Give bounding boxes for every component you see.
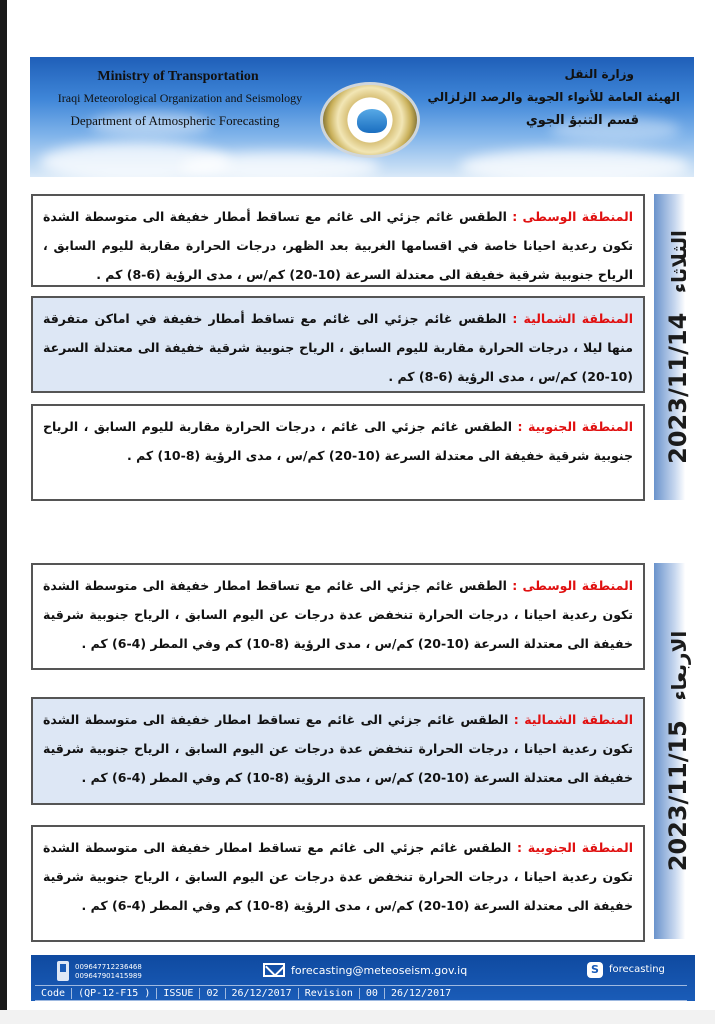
forecast-text: الطقس غائم جزئي الى غائم مع تساقط امطار خفيفة الى متوسطة الشدة تكون رعدية احيانا ، درجات الحرارة تنخفض عدة درجات عن اليوم السابق ، الرياح جنوبية شرقية خفيفة الى معتدلة السرعة (10-20) كم/س ، مدى الرؤية (8-10) كم وفي المطر (4-6) كم . (43, 840, 633, 913)
forecast-text: الطقس غائم جزئي الى غائم مع تساقط امطار خفيفة الى متوسطة الشدة تكون رعدية احيانا ، درجات الحرارة تنخفض عدة درجات عن اليوم السابق ، الرياح جنوبية شرقية خفيفة الى معتدلة السرعة (10-20) كم/س ، مدى الرؤية (8-10) كم وفي المطر (4-6) كم . (43, 712, 633, 785)
document-code-row (35, 985, 687, 1001)
skype-handle[interactable]: forecasting (609, 964, 665, 975)
region-label: المنطقة الجنوبية : (517, 840, 633, 855)
issue-label: ISSUE (157, 988, 200, 999)
footer-bar (31, 955, 695, 1001)
date-bar-label (664, 631, 692, 872)
forecast-text: الطقس غائم جزئي الى غائم مع تساقط أمطار خفيفة في اماكن متفرقة منها ليلا ، درجات الحرارة مقاربة لليوم السابق ، الرياح جنوبية شرقية خفيفة الى معتدلة السرعة (10-20) كم/س ، مدى الرؤية (6-8) كم . (43, 311, 633, 384)
forecast-date: 2023/11/14 (664, 312, 692, 464)
forecast-box-north (31, 296, 645, 393)
day-name: الاربعاء (667, 630, 691, 701)
ministry-name-en: Ministry of Transportation (97, 69, 259, 84)
region-label: المنطقة الشمالية : (512, 311, 633, 326)
ministry-name-ar: وزارة النقل (564, 67, 634, 81)
forecast-date: 2023/11/15 (664, 720, 692, 872)
issue-date: 26/12/2017 (226, 988, 299, 999)
mail-icon (263, 963, 285, 977)
cloud-decoration (180, 152, 380, 177)
region-label: المنطقة الشمالية : (513, 712, 633, 727)
forecast-box-central (31, 194, 645, 287)
region-label: المنطقة الوسطى : (512, 578, 633, 593)
cloud-logo-icon (357, 109, 387, 133)
issue-number: 02 (200, 988, 225, 999)
date-bar-day1 (654, 194, 702, 500)
code-label: Code (35, 988, 72, 999)
page-frame-bottom (0, 1010, 715, 1024)
day-name: الثلاثاء (667, 230, 691, 294)
revision-label: Revision (299, 988, 360, 999)
organization-name-en: Iraqi Meteorological Organization and Seismology (57, 91, 303, 105)
organization-logo (320, 82, 420, 158)
phone-number: 009647712236468 (75, 963, 142, 971)
phone-number: 009647901415989 (75, 972, 142, 980)
header-banner (30, 57, 694, 177)
department-name-en: Department of Atmospheric Forecasting (70, 113, 280, 128)
forecast-box-south (31, 825, 645, 942)
email-link[interactable]: forecasting@meteoseism.gov.iq (291, 964, 468, 977)
forecast-box-south (31, 404, 645, 501)
revision-date: 26/12/2017 (390, 987, 452, 999)
cloud-decoration (460, 149, 690, 177)
date-bar-label (664, 230, 692, 464)
forecast-text: الطقس غائم جزئي الى غائم مع تساقط أمطار خفيفة الى متوسطة الشدة تكون رعدية احيانا خاصة في اقسامها الغربية بعد الظهر، درجات الحرارة مقاربة لليوم السابق ، الرياح جنوبية شرقية خفيفة الى معتدلة السرعة (10-20) كم/س ، مدى الرؤية (6-8) كم . (43, 209, 633, 282)
forecast-text: الطقس غائم جزئي الى غائم مع تساقط امطار خفيفة الى متوسطة الشدة تكون رعدية احيانا ، درجات الحرارة تنخفض عدة درجات عن اليوم السابق ، الرياح جنوبية شرقية خفيفة الى معتدلة السرعة (10-20) كم/س ، مدى الرؤية (8-10) كم وفي المطر (4-6) كم . (43, 578, 633, 651)
region-label: المنطقة الوسطى : (512, 209, 633, 224)
skype-icon: S (587, 962, 603, 978)
forecast-text: الطقس غائم جزئي الى غائم ، درجات الحرارة مقاربة لليوم السابق ، الرياح جنوبية شرقية خفيفة الى معتدلة السرعة (10-20) كم/س ، مدى الرؤية (8-10) كم . (43, 419, 633, 463)
page-frame-left (0, 0, 7, 1024)
organization-name-ar: الهيئة العامة للأنواء الجوية والرصد الزلزالي (427, 90, 680, 104)
code-value: (QP-12-F15 ) (72, 988, 157, 999)
region-label: المنطقة الجنوبية : (517, 419, 633, 434)
forecast-box-north (31, 697, 645, 805)
date-bar-day2 (654, 563, 702, 939)
phone-icon (57, 961, 69, 981)
phone-numbers (75, 963, 142, 981)
forecast-box-central (31, 563, 645, 670)
revision-number: 00 (360, 988, 385, 999)
department-name-ar: قسم التنبؤ الجوي (525, 113, 639, 128)
